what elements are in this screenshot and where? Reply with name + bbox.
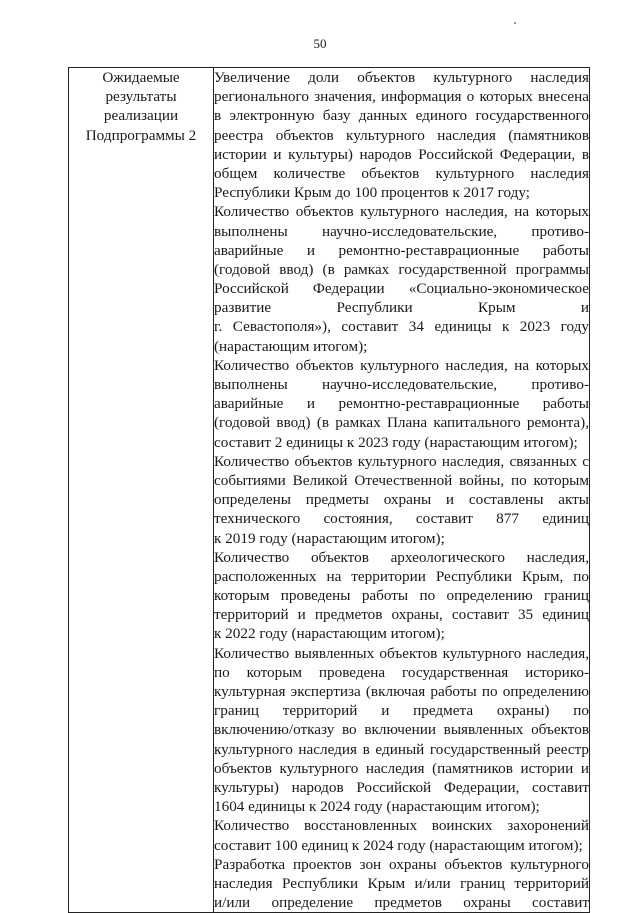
result-paragraph [214,816,589,854]
text-line: Российской Федерации «Социально-экономическое [214,280,589,298]
text-line: Количество выявленных объектов культурного наследия, [214,644,589,662]
text-line: культуры) народов Российской Федерации, составит [214,778,589,796]
text-line: истории и культуры) народов Российской Федерации, в [214,145,589,163]
text-line: (нарастающим итогом); [214,337,368,355]
text-line: Количество объектов культурного наследия, на которых [214,356,589,374]
text-line: реестра объектов культурного наследия (памятников [214,126,589,144]
text-line: г. Севастополя»), составит 34 единицы к 2023 году [214,318,589,336]
text-line: к 2019 году (нарастающим итогом); [214,529,445,547]
label-line: Подпрограммы 2 [85,126,197,144]
text-line: расположенных на территории Республики Крым, по [214,567,589,585]
page-number: 50 [313,36,327,51]
text-line: в электронную базу данных единого государственного [214,107,589,125]
text-line: технического состояния, составит 877 единиц [214,510,589,528]
text-line: аварийные и ремонтно-реставрационные работы [214,395,589,413]
text-line: которым проведены работы по определению границ [214,587,589,605]
text-line: Количество объектов археологического наследия, [214,548,589,566]
result-paragraph [214,644,589,817]
text-line: выполнены научно-исследовательские, противо- [214,376,589,393]
text-line: (годовой ввод) (в рамках Плана капитального ремонта), [214,414,589,432]
text-line: включению/отказу во включении выявленных объектов [214,721,589,739]
text-line: Количество восстановленных воинских захоронений [214,817,589,835]
label-line: реализации [103,107,179,125]
text-line: к 2022 году (нарастающим итогом); [214,625,445,643]
result-paragraph [214,202,589,356]
result-paragraph [214,68,589,202]
text-line: Республики Крым до 100 процентов к 2017 году; [214,184,531,202]
result-paragraph [214,452,589,548]
text-line: общем количестве объектов культурного наследия [214,164,589,182]
text-line: выполнены научно-исследовательские, противо- [214,222,589,240]
label-line: результаты [105,88,177,106]
text-line: аварийные и ремонтно-реставрационные работы [214,241,589,259]
text-line: регионального значения, информация о которых внесена [214,88,589,106]
text-line: 1604 единицы к 2024 году (нарастающим итогом); [214,798,540,816]
table-row [69,68,590,913]
text-line: развитие Республики Крым и [214,299,589,317]
result-paragraph [214,356,589,452]
row-label-cell [69,68,214,913]
scan-speck [514,22,516,24]
label-line: Ожидаемые [102,69,180,86]
text-line: Количество объектов культурного наследия, на которых [214,203,589,221]
text-line: наследия Республики Крым и/или границ территорий [214,874,589,892]
text-line: по которым проведена государственная историко- [214,663,589,681]
text-line: определены предметы охраны и составлены акты [214,491,589,509]
text-line: объектов культурного наследия (памятников истории и [214,759,589,777]
text-line: (годовой ввод) (в рамках государственной программы [214,260,589,278]
row-content-cell [214,68,590,913]
text-line: составит 2 единицы к 2023 году (нарастающим итогом); [214,433,578,451]
text-line: Увеличение доли объектов культурного наследия [214,69,589,86]
text-line: территорий и предметов охраны, составит 35 единиц [214,606,589,624]
text-line: событиями Великой Отечественной войны, по которым [214,471,589,489]
text-line: Разработка проектов зон охраны объектов культурного [214,855,589,873]
expected-results-text [214,68,589,912]
text-line: культурная экспертиза (включая работы по определению [214,683,589,700]
result-paragraph [214,548,589,644]
text-line: границ территорий и предмета охраны) по [214,702,589,720]
text-line: и/или определение предметов охраны составит [214,894,589,912]
text-line: Количество объектов культурного наследия, связанных с [214,452,589,470]
text-line: культурного наследия в единый государственный реестр [214,740,589,758]
program-table [68,67,590,913]
text-line: составит 100 единиц к 2024 году (нарастающим итогом); [214,836,583,854]
row-label [69,68,213,145]
